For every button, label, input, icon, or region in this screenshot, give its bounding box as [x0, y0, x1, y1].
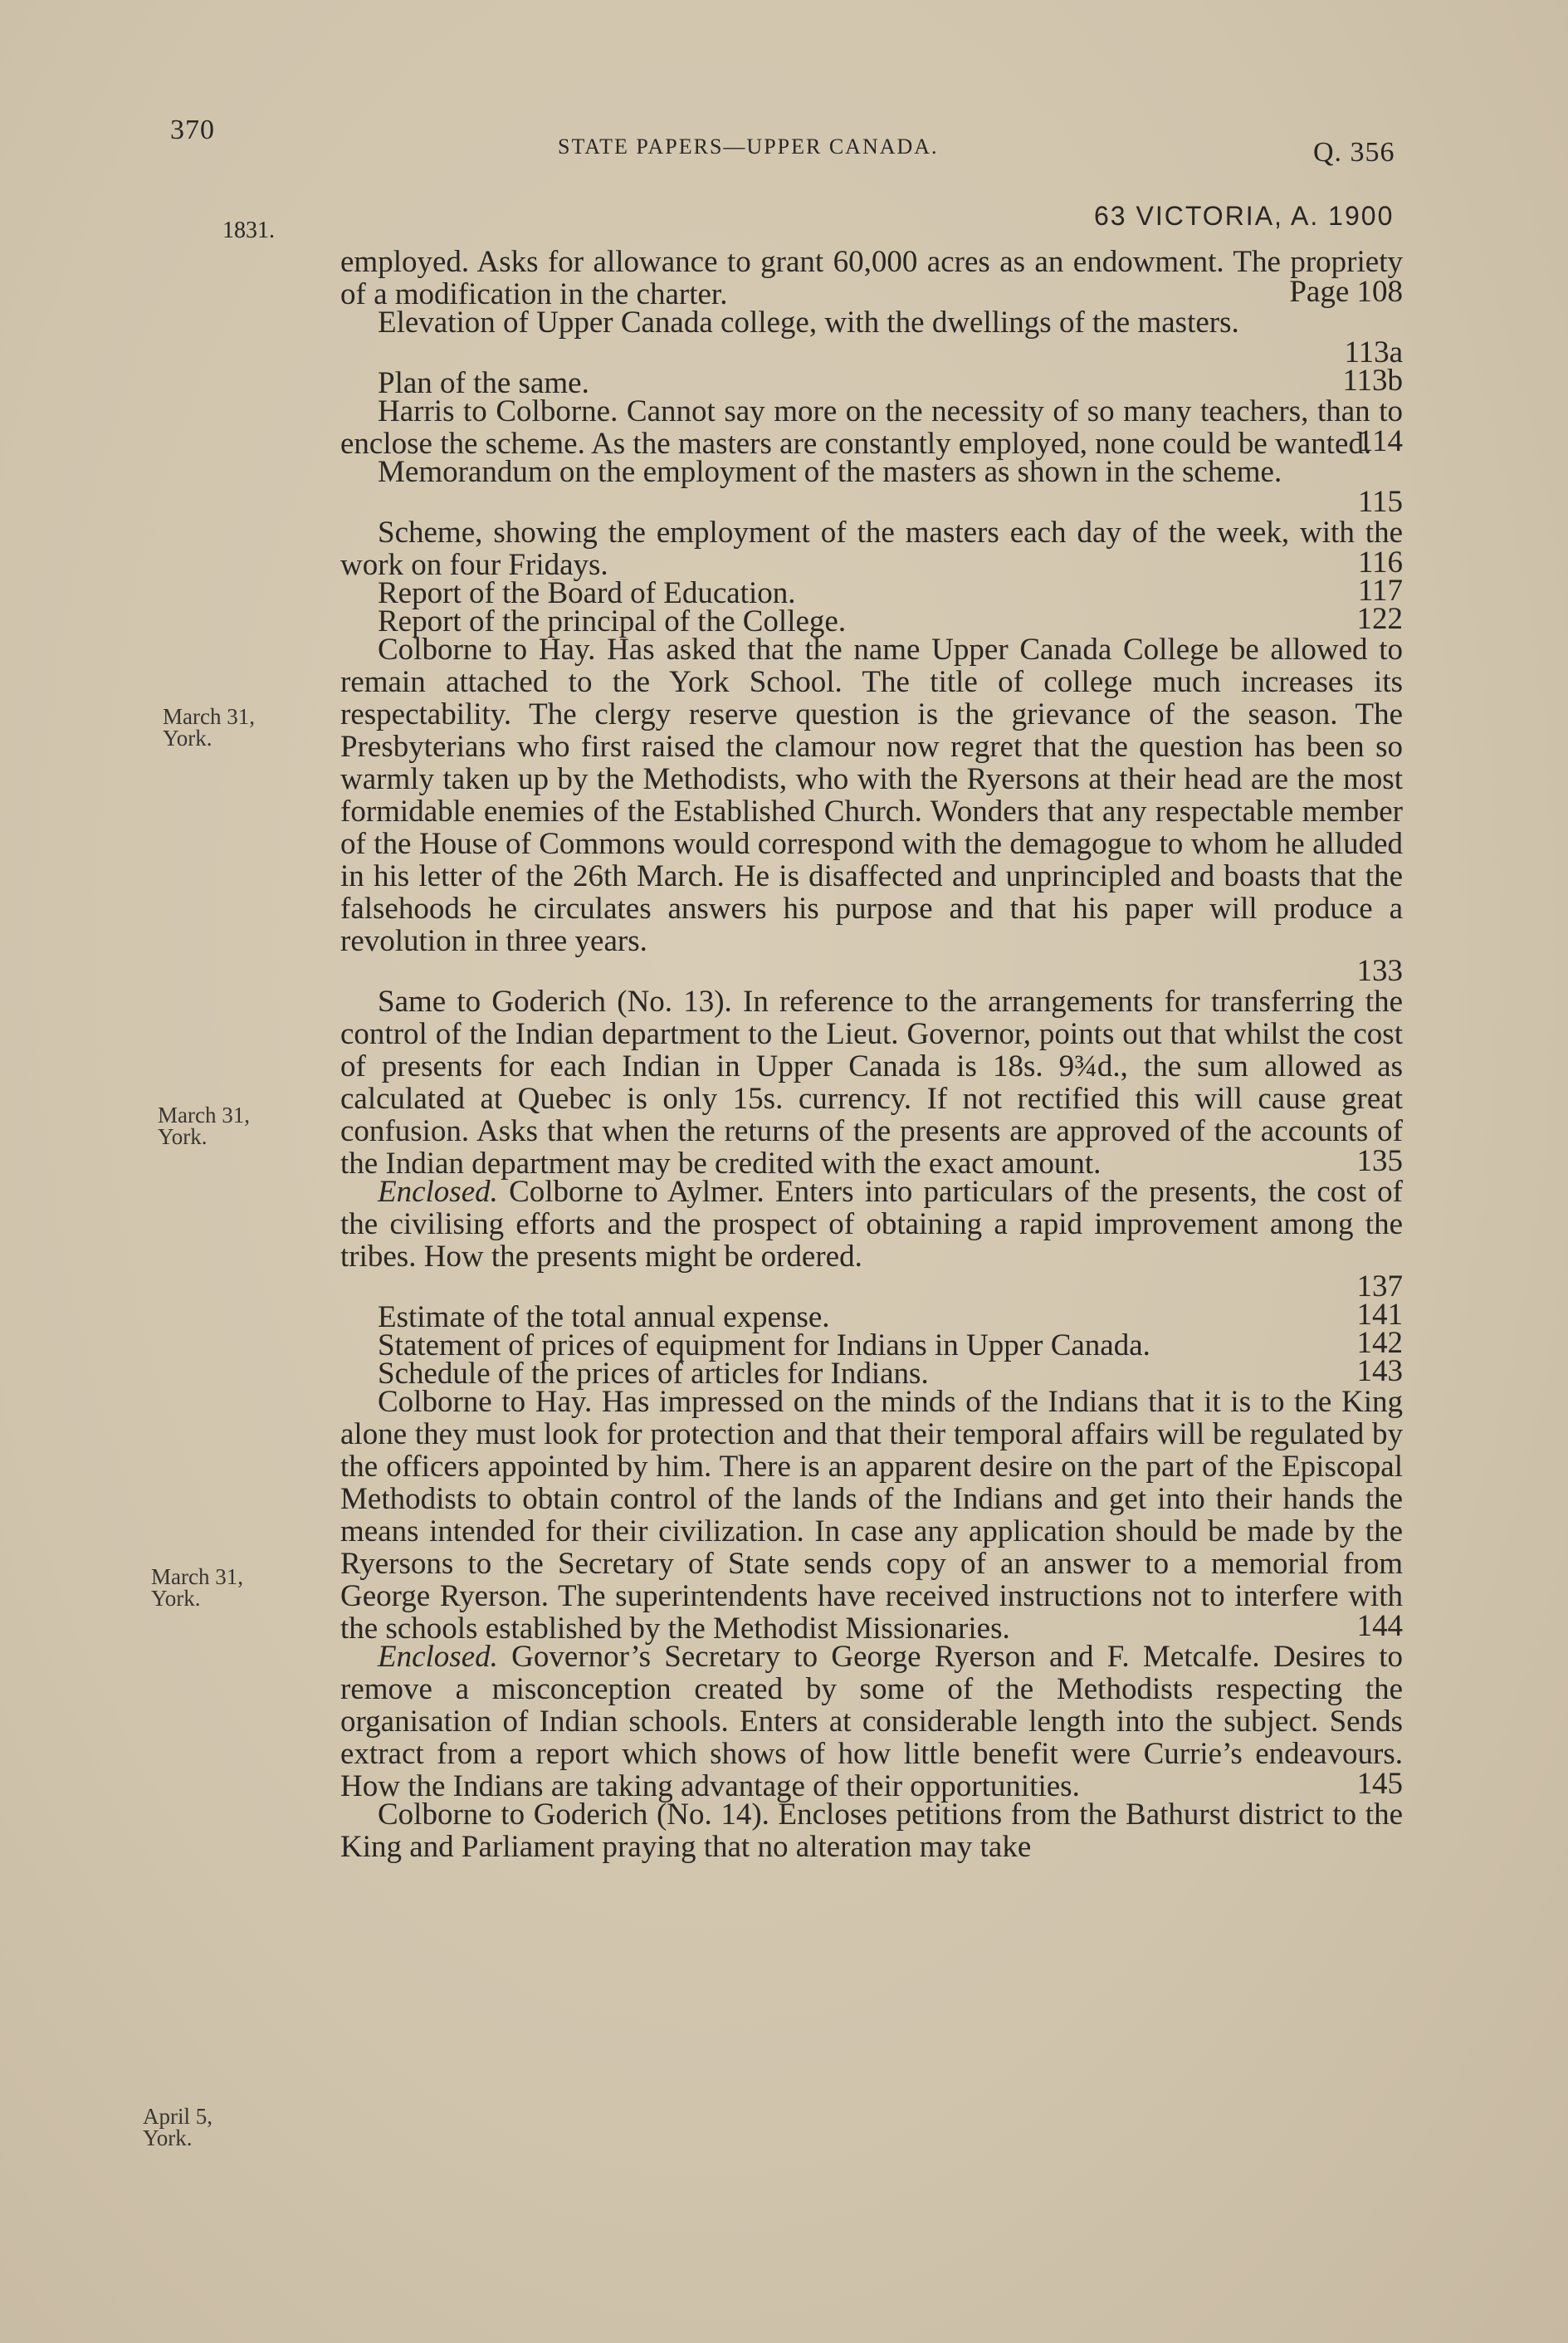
page-ref: 117	[1357, 574, 1403, 608]
entry-text: employed. Asks for allowance to grant 60,000 acres as an endowment. The propriety of a modification in the charter.	[340, 245, 1403, 311]
enclosed-label: Enclosed.	[378, 1175, 498, 1209]
page-ref: 135	[1356, 1144, 1403, 1178]
entry-text	[340, 1176, 1403, 1273]
margin-place: York.	[158, 1124, 208, 1149]
margin-year: 1831.	[222, 218, 275, 243]
page-ref: 133	[1356, 954, 1403, 988]
margin-date: April 5,	[143, 2104, 212, 2129]
page-ref: 137	[1356, 1269, 1403, 1304]
entry	[340, 455, 1403, 519]
entry	[340, 1175, 1403, 1304]
entry-text: Same to Goderich (No. 13). In reference to the arrangements for transferring the control of the Indian department to the Lieut. Governor, points out that whilst the cost of presents for each Indian in Upper Canada is 18s. 9¾d., the sum allowed as calculated at Quebec is only 15s. currency. If not rectified this will cause great confusion. Asks that when the returns of the presents are approved of the accounts of the Indian department may be credited with the exact amount.	[340, 985, 1403, 1181]
entry-text: Statement of prices of equipment for Indians in Upper Canada.	[378, 1328, 1150, 1362]
margin-note-1	[163, 706, 304, 749]
entry-text: Schedule of the prices of articles for Indians.	[378, 1357, 929, 1391]
margin-note-3	[151, 1566, 292, 1609]
margin-date: March 31,	[151, 1564, 243, 1589]
page-ref: 142	[1356, 1326, 1403, 1360]
entry-text: Colborne to Hay. Has asked that the name Upper Canada College be allowed to remain attached to the York School. The title of college much increases its respectability. The clergy reserve question is the grievance of the season. The Presbyterians who first raised the clamour now regret that the question has been so warmly taken up by the Methodists, who with the Ryersons at their head are the most formidable enemies of the Established Church. Wonders that any respectable member of the House of Commons would correspond with the demagogue to whom he alluded in his letter of the 26th March. He is disaffected and unprincipled and boasts that the falsehoods he circulates answers his purpose and that his paper will produce a revolution in three years.	[340, 633, 1403, 958]
entry	[340, 516, 1403, 582]
archive-reference: Q. 356	[1313, 137, 1395, 168]
entry-text: Plan of the same.	[378, 366, 589, 400]
page-ref: 115	[1357, 485, 1403, 519]
margin-date: March 31,	[163, 704, 255, 729]
page-ref: 114	[1357, 424, 1403, 458]
page-ref: 143	[1356, 1354, 1403, 1388]
entry-text: Colborne to Goderich (No. 14). Encloses petitions from the Bathurst district to the King and Parliament praying that no alteration may take	[340, 1798, 1403, 1864]
page-number: 370	[170, 115, 215, 145]
margin-note-2	[158, 1104, 299, 1147]
entry-text: Scheme, showing the employment of the masters each day of the week, with the work on four Fridays.	[340, 516, 1403, 582]
entry-text: Report of the Board of Education.	[378, 576, 796, 610]
entry	[340, 394, 1403, 461]
page-ref: 144	[1356, 1609, 1403, 1643]
entry-body: Governor’s Secretary to George Ryerson and F. Metcalfe. Desires to remove a misconception created by some of the Methodists respecting the organisation of Indian schools. Enters at considerable length into the subject. Sends extract from a report which shows of how little benefit were Currie’s endeavours. How the Indians are taking advantage of their opportunities.	[340, 1640, 1403, 1803]
entry	[340, 1354, 1403, 1391]
entry-text: Colborne to Hay. Has impressed on the minds of the Indians that it is to the King alone they must look for protection and that their temporal affairs will be regulated by the officers appointed by him. There is an apparent desire on the part of the Episcopal Methodists to obtain control of the lands of the Indians and get into their hands the means intended for their civilization. In case any application should be made by the Ryersons to the Secretary of State sends copy of an answer to a memorial from George Ryerson. The superintendents have received instructions not to interfere with the schools established by the Methodist Missionaries.	[340, 1385, 1403, 1646]
entry-text: Memorandum on the employment of the masters as shown in the scheme.	[378, 455, 1282, 489]
margin-date: March 31,	[158, 1103, 250, 1127]
entry	[340, 633, 1403, 986]
entry	[340, 1385, 1403, 1646]
entry	[340, 364, 1403, 400]
calendar-body	[340, 246, 1403, 1863]
page-ref: 122	[1356, 602, 1403, 636]
entry	[340, 1798, 1403, 1863]
entry	[340, 306, 1403, 367]
entry	[340, 1326, 1403, 1362]
entry	[340, 574, 1403, 610]
page-ref: 116	[1357, 545, 1403, 580]
enclosed-label: Enclosed.	[378, 1640, 498, 1674]
entry	[340, 1640, 1403, 1803]
margin-place: York.	[151, 1586, 201, 1611]
margin-note-4	[143, 2106, 284, 2149]
margin-place: York.	[143, 2125, 193, 2150]
entry	[340, 985, 1403, 1181]
margin-place: York.	[163, 726, 212, 751]
page-ref: 141	[1356, 1298, 1403, 1332]
entry	[340, 602, 1403, 638]
entry-text: Harris to Colborne. Cannot say more on the necessity of so many teachers, than to enclose the scheme. As the masters are constantly employed, none could be wanted.	[340, 394, 1403, 461]
session-label: 63 VICTORIA, A. 1900	[1094, 201, 1395, 231]
running-head: STATE PAPERS—UPPER CANADA.	[558, 135, 939, 159]
page-ref: 113b	[1342, 364, 1403, 398]
entry	[340, 245, 1403, 311]
page-ref: Page 108	[1289, 275, 1403, 309]
page-ref: 145	[1356, 1767, 1403, 1801]
entry-body: Colborne to Aylmer. Enters into particulars of the presents, the cost of the civilising efforts and the prospect of obtaining a rapid improvement among the tribes. How the presents might be ordered.	[340, 1175, 1403, 1274]
entry-text: Report of the principal of the College.	[378, 604, 847, 638]
entry-text: Elevation of Upper Canada college, with the dwellings of the masters.	[378, 306, 1239, 340]
entry-text: Estimate of the total annual expense.	[378, 1300, 830, 1334]
page-ref: 113a	[1344, 335, 1403, 369]
entry	[340, 1298, 1403, 1334]
